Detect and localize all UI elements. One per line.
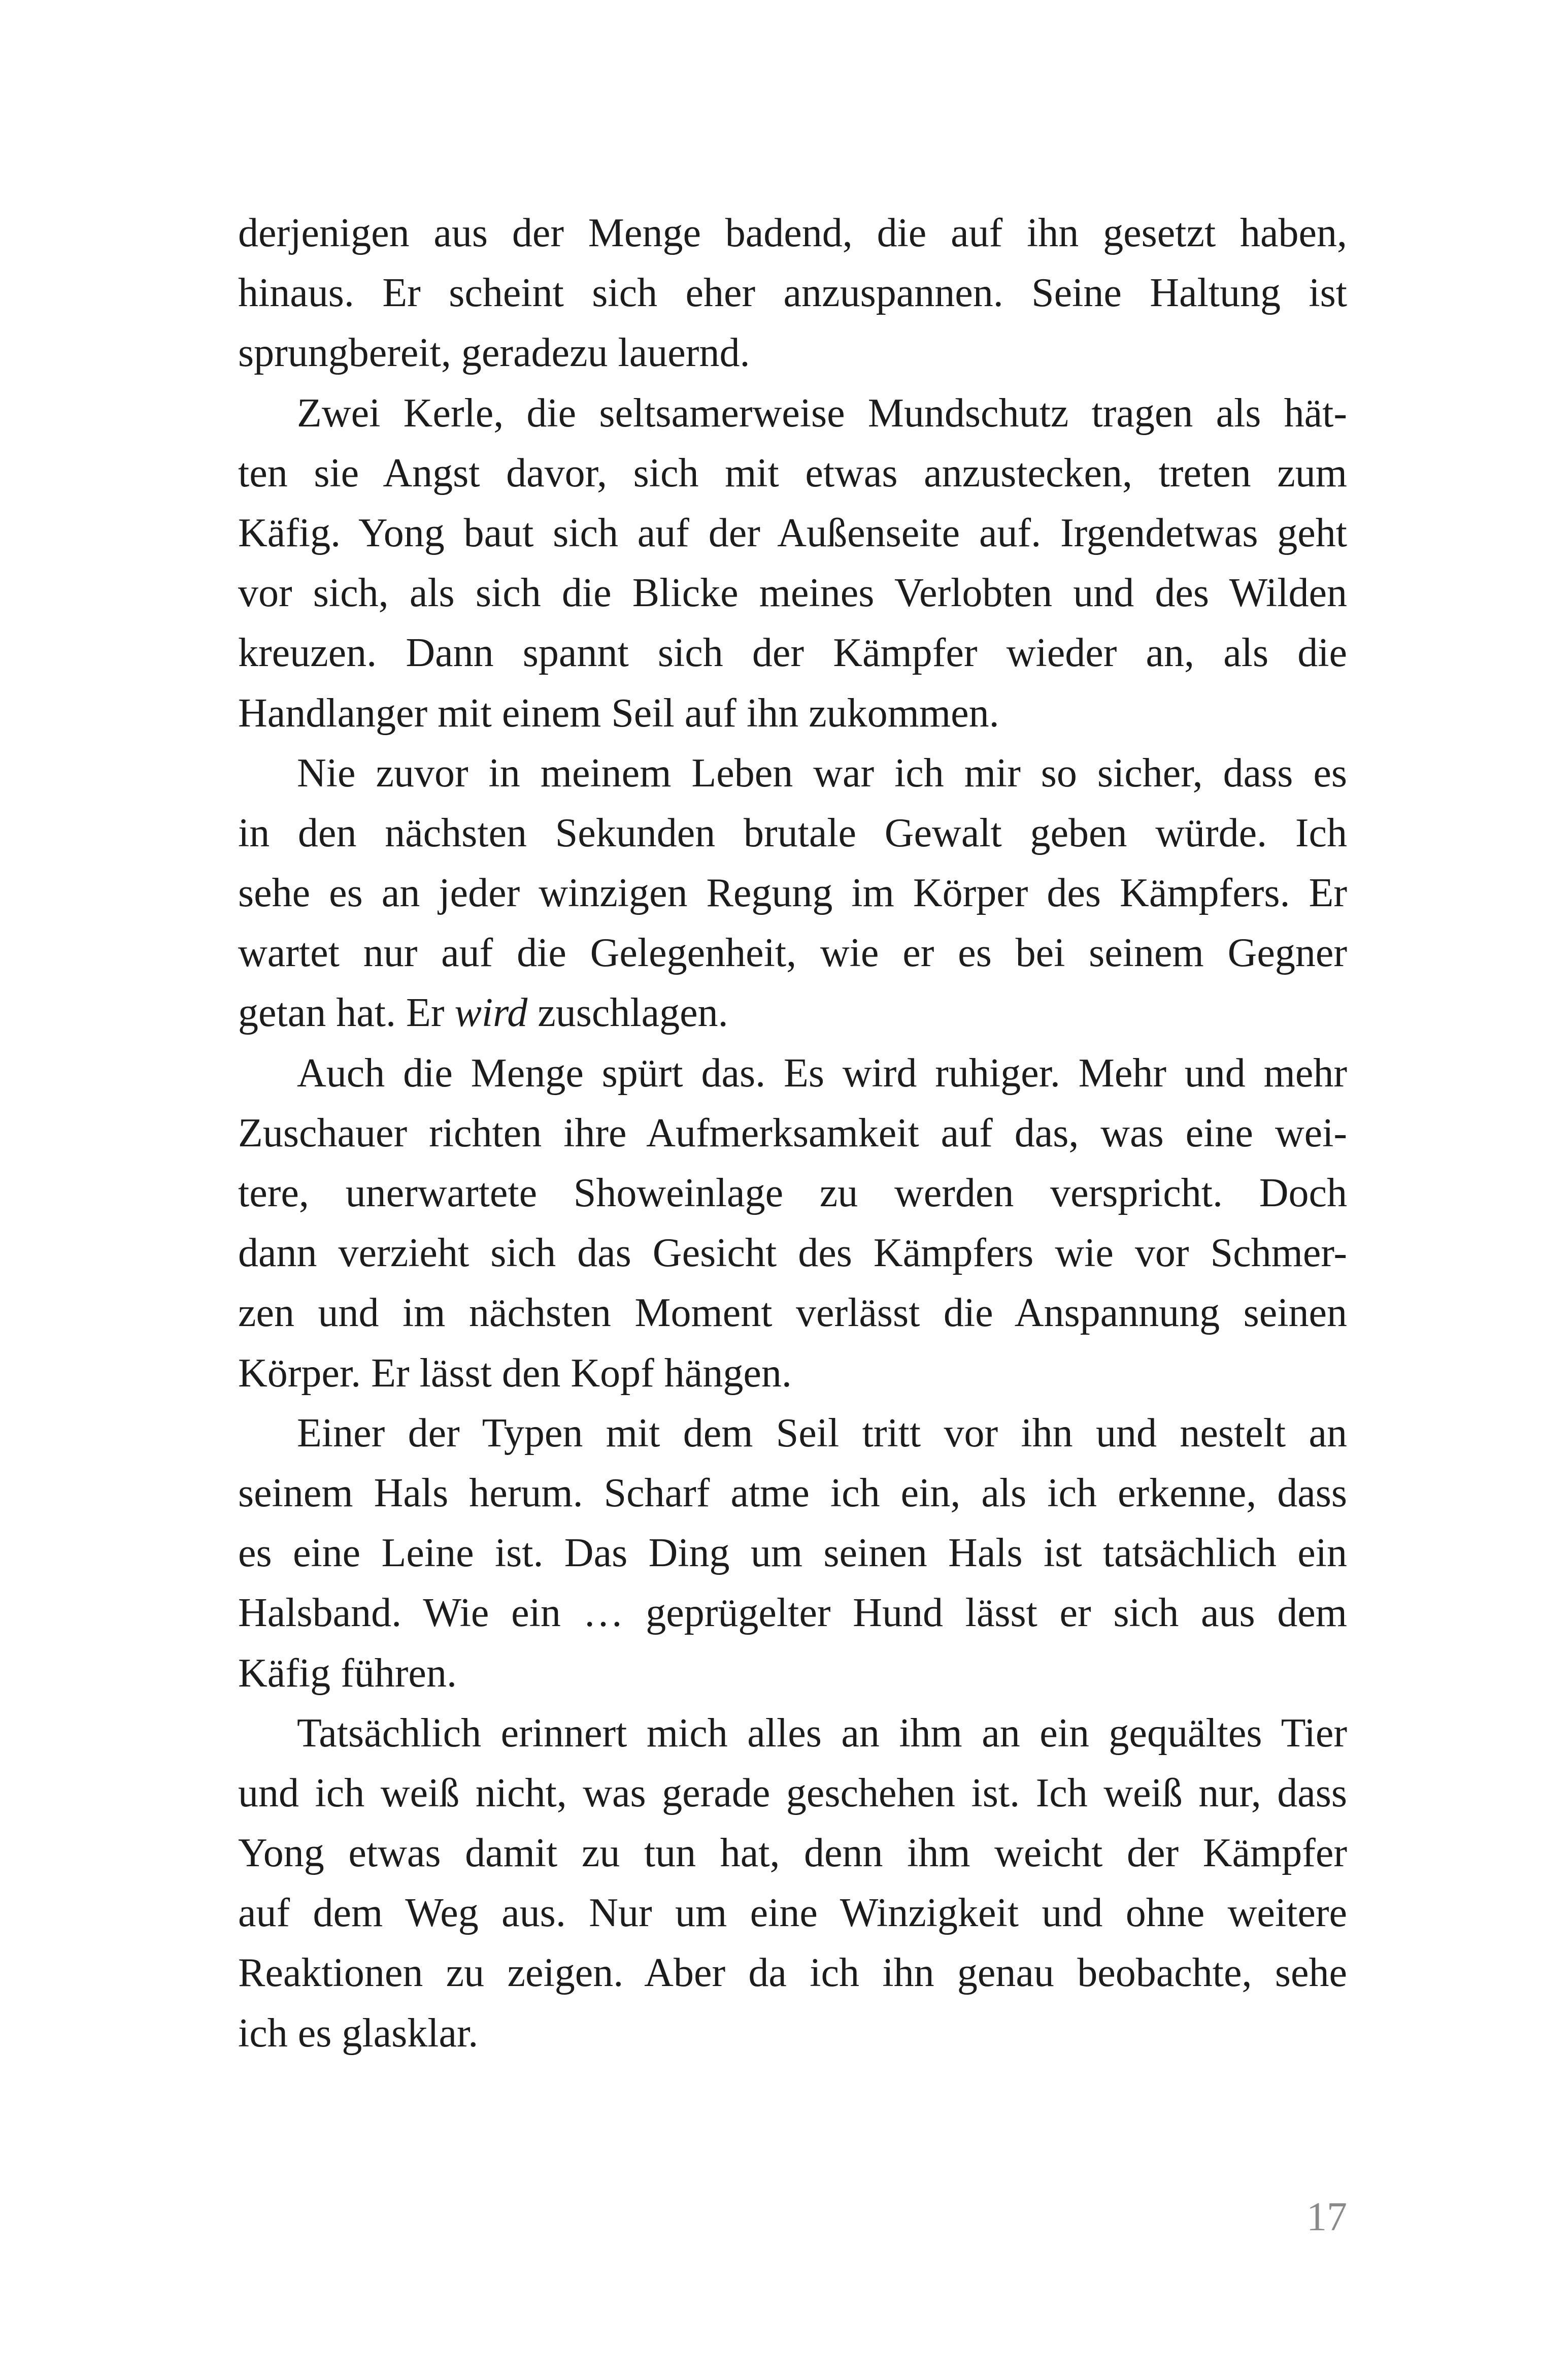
text-line: Reaktionen zu zeigen. Aber da ich ihn genau beobachte, sehe [238, 1951, 1347, 1996]
page-number: 17 [1306, 2195, 1347, 2239]
text-line: sprungbereit, geradezu lauernd. [238, 330, 750, 376]
text-line: Käfig führen. [238, 1650, 457, 1696]
text-line: ten sie Angst davor, sich mit etwas anzustecken, treten zum [238, 450, 1347, 495]
text-line: tere, unerwartete Showeinlage zu werden verspricht. Doch [238, 1171, 1347, 1215]
paragraph [238, 1403, 1347, 1703]
text-line: derjenigen aus der Menge badend, die auf ihn gesetzt haben, [238, 211, 1347, 255]
text-line: Handlanger mit einem Seil auf ihn zukommen. [238, 690, 999, 736]
text-line: und ich weiß nicht, was gerade geschehen ist. Ich weiß nur, dass [238, 1770, 1347, 1815]
text-line: kreuzen. Dann spannt sich der Kämpfer wieder an, als die [238, 631, 1347, 676]
text-line: Tatsächlich erinnert mich alles an ihm an ein gequältes Tier [297, 1710, 1347, 1756]
emphasized-word: wird [454, 990, 528, 1036]
text-line: wartet nur auf die Gelegenheit, wie er es bei seinem Gegner [238, 931, 1347, 976]
paragraph [238, 743, 1347, 1043]
text-line: zen und im nächsten Moment verlässt die Anspannung seinen [238, 1291, 1347, 1336]
paragraph [238, 383, 1347, 743]
text-line: Einer der Typen mit dem Seil tritt vor ihn und nestelt an [297, 1410, 1347, 1456]
text-line: hinaus. Er scheint sich eher anzuspannen. Seine Haltung ist [238, 271, 1347, 316]
paragraph [238, 1703, 1347, 2063]
text-line: dann verzieht sich das Gesicht des Kämpfers wie vor Schmer- [238, 1231, 1347, 1276]
text-line: Yong etwas damit zu tun hat, denn ihm weicht der Kämpfer [238, 1831, 1347, 1876]
text-line: Halsband. Wie ein … geprügelter Hund lässt er sich aus dem [238, 1591, 1347, 1636]
text-line: Nie zuvor in meinem Leben war ich mir so sicher, dass es [297, 750, 1347, 796]
text-run: zuschlagen. [527, 990, 728, 1036]
text-line: Zuschauer richten ihre Aufmerksamkeit auf das, was eine wei- [238, 1110, 1347, 1155]
paragraph [238, 203, 1347, 383]
text-line: Körper. Er lässt den Kopf hängen. [238, 1350, 792, 1396]
text-line [238, 983, 1347, 1043]
text-line: ich es glasklar. [238, 2010, 479, 2056]
text-line: in den nächsten Sekunden brutale Gewalt geben würde. Ich [238, 810, 1347, 855]
text-line: vor sich, als sich die Blicke meines Verlobten und des Wilden [238, 571, 1347, 616]
text-line: Käfig. Yong baut sich auf der Außenseite auf. Irgendetwas geht [238, 510, 1347, 555]
text-line: sehe es an jeder winzigen Regung im Körper des Kämpfers. Er [238, 871, 1347, 916]
text-line: Auch die Menge spürt das. Es wird ruhiger. Mehr und mehr [297, 1050, 1347, 1096]
paragraph [238, 1043, 1347, 1403]
body-text [238, 203, 1347, 2063]
text-line: es eine Leine ist. Das Ding um seinen Hals ist tatsächlich ein [238, 1531, 1347, 1576]
text-line: seinem Hals herum. Scharf atme ich ein, als ich erkenne, dass [238, 1470, 1347, 1515]
text-run: getan hat. Er [238, 990, 455, 1036]
text-line: Zwei Kerle, die seltsamerweise Mundschutz tragen als hät- [297, 390, 1347, 436]
text-line: auf dem Weg aus. Nur um eine Winzigkeit und ohne weitere [238, 1891, 1347, 1936]
